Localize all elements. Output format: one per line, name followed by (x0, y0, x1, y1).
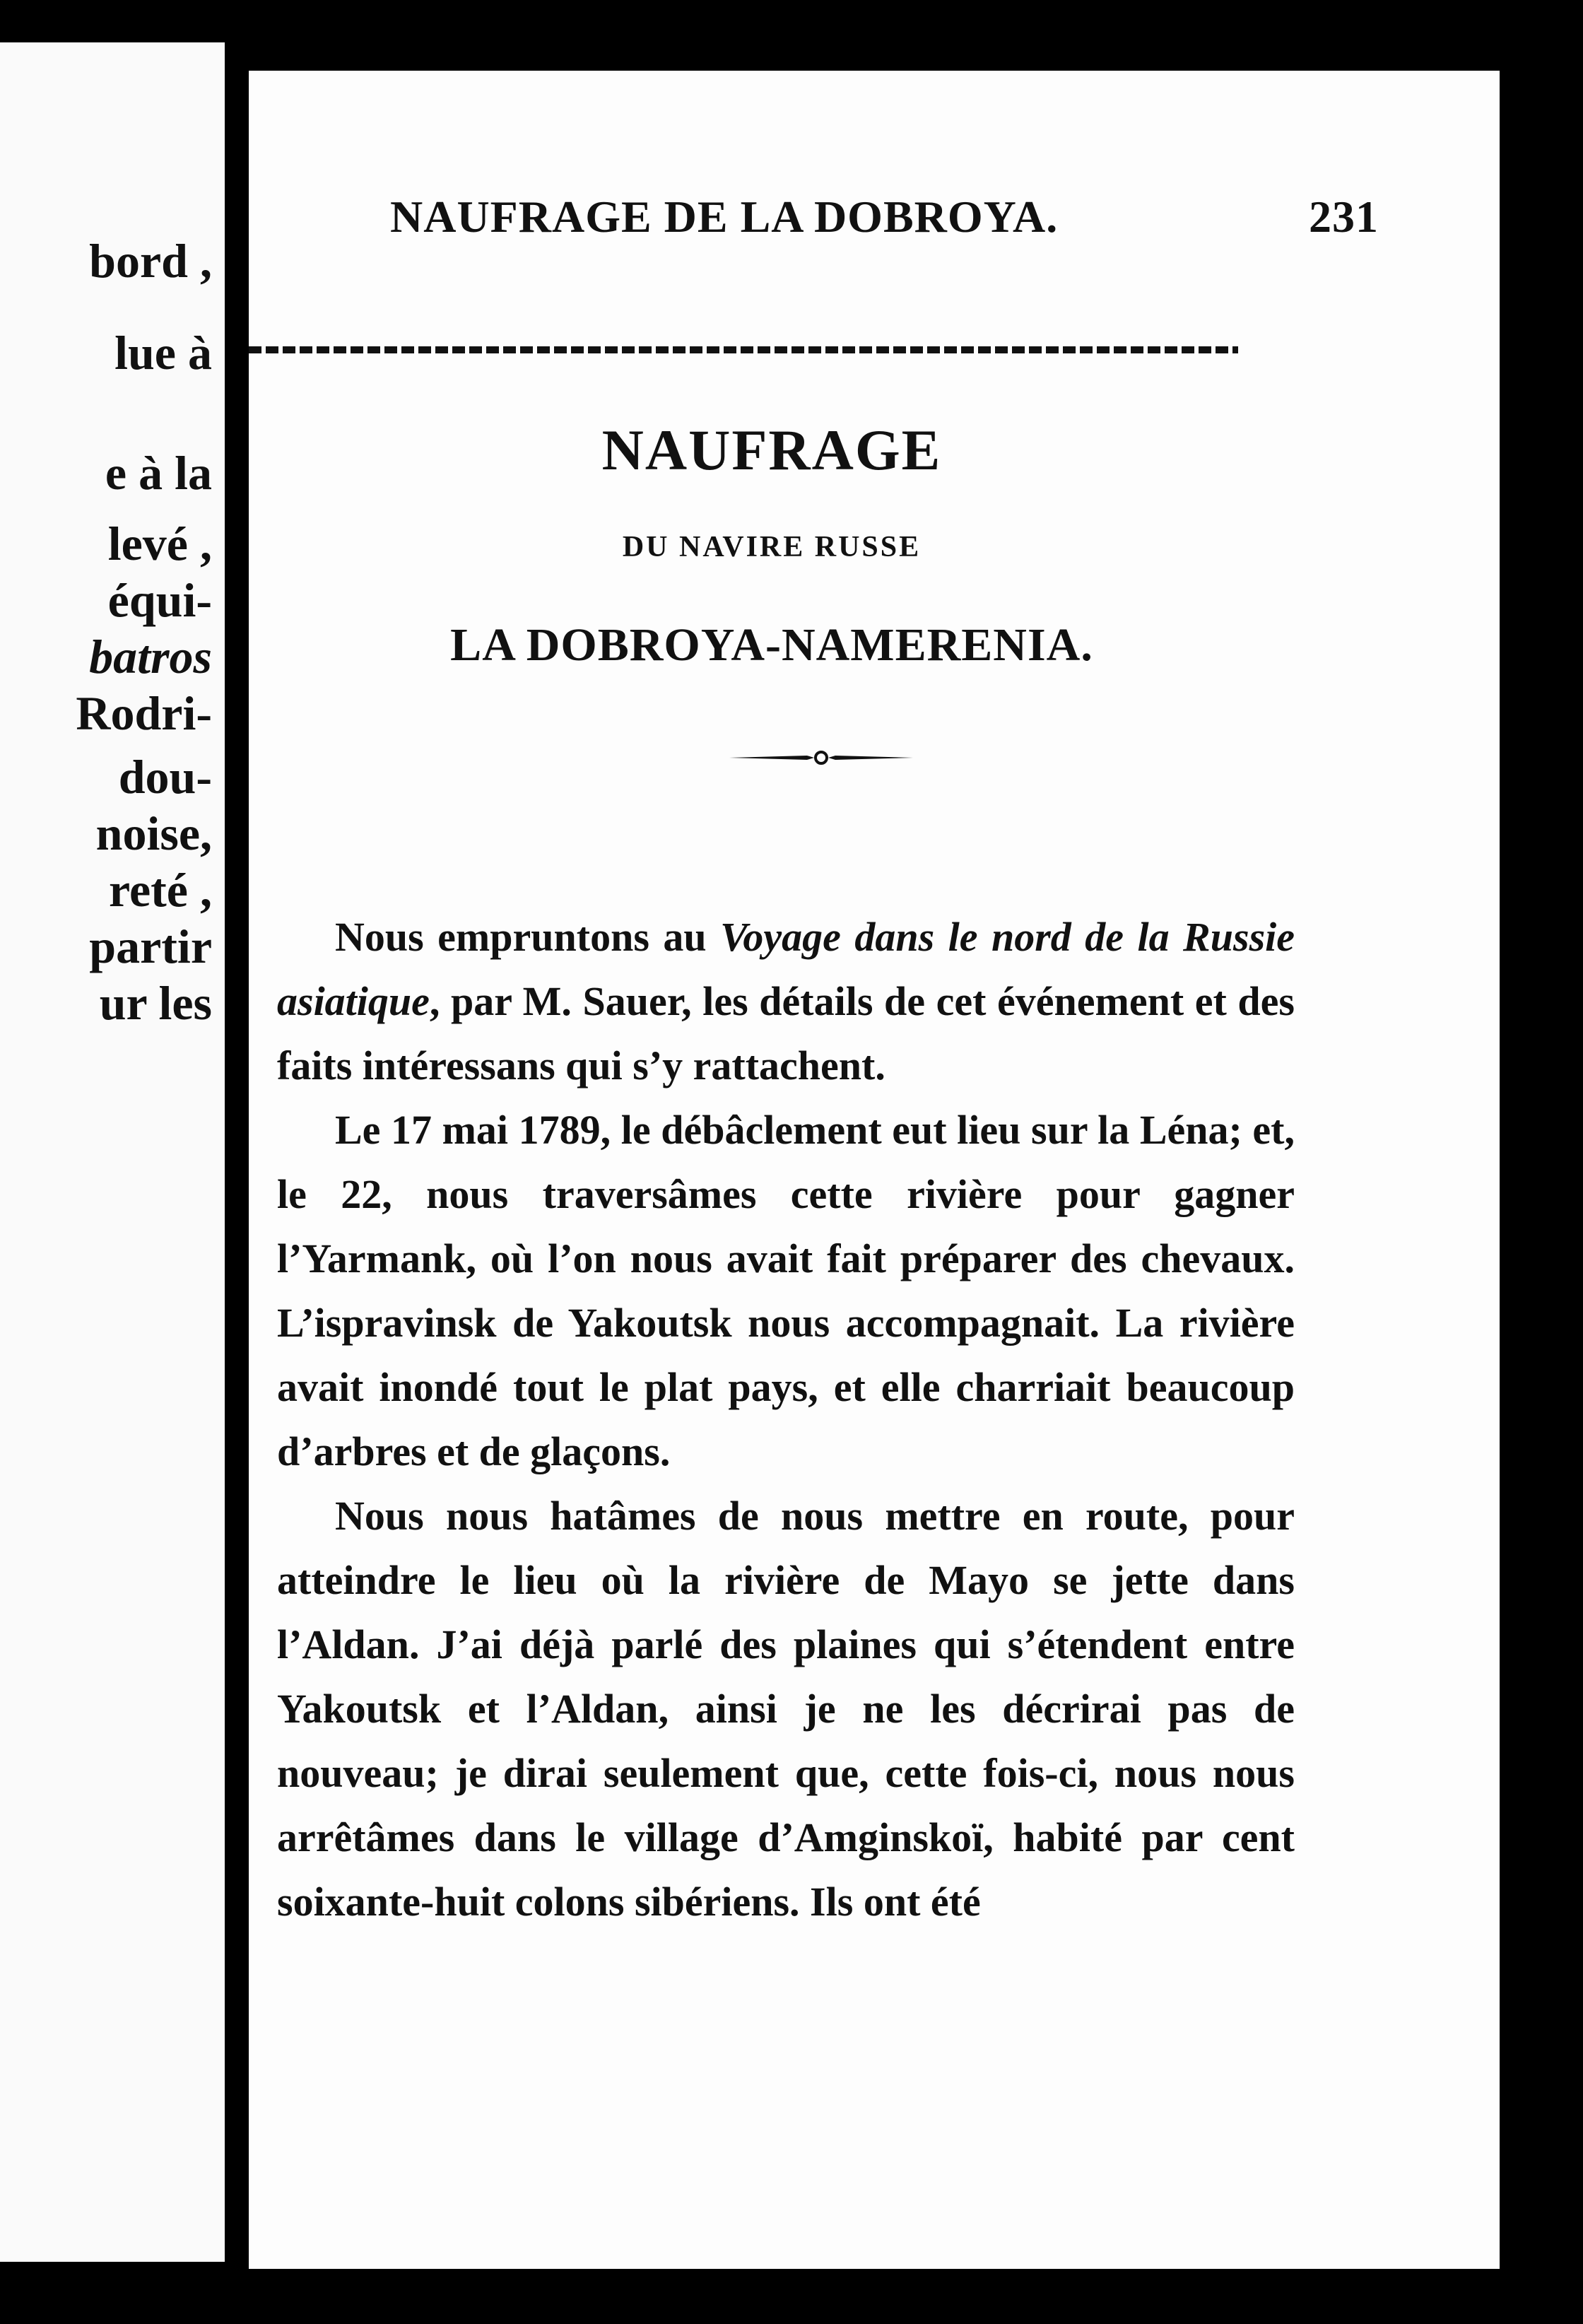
chapter-ship-name: LA DOBROYA-NAMERENIA. (450, 619, 1093, 671)
left-page-line: levé , (107, 517, 212, 570)
decorative-rule (249, 346, 1238, 353)
running-header (390, 191, 1493, 243)
book-page (249, 71, 1500, 2269)
left-page-line: e à la (105, 446, 212, 500)
left-page-line: lue à (114, 326, 212, 380)
left-page-line: bord , (89, 234, 212, 288)
paragraph: Nous nous hatâmes de nous mettre en route, pour atteindre le lieu où la rivière de Mayo se jette dans l’Aldan. J’ai déjà parlé des plaines qui s’étendent entre Yakoutsk et l’Aldan, ainsi je ne les décrirai pas de nouveau; je dirai seulement que, cette fois-ci, nous nous arrêtâmes dans le village d’Amginskoï, habité par cent soixante-huit colons sibériens. Ils ont été (277, 1493, 1295, 1925)
left-page-line: Rodri- (76, 686, 212, 740)
page-number: 231 (1309, 192, 1379, 242)
left-page-line: partir (89, 920, 212, 973)
body-text (277, 905, 1295, 1934)
book-title-italic: Voyage dans le nord de la Russie asiatique (277, 914, 1295, 1024)
left-page-line: équi- (107, 573, 212, 627)
left-page-line: reté , (109, 863, 212, 917)
left-facing-page (0, 42, 225, 2262)
running-title: NAUFRAGE DE LA DOBROYA. (390, 192, 1059, 242)
paragraph: Nous empruntons au Voyage dans le nord de la Russie asiatique, par M. Sauer, les détails de cet événement et des faits intéressans qui s’y rattachent. (277, 914, 1295, 1088)
left-page-line: noise, (95, 806, 212, 860)
left-page-line: ur les (99, 976, 212, 1030)
chapter-subtitle: DU NAVIRE RUSSE (622, 531, 922, 563)
paragraph: Le 17 mai 1789, le débâclement eut lieu sur la Léna; et, le 22, nous traversâmes cette rivière pour gagner l’Yarmank, où l’on nous avait fait préparer des chevaux. L’ispravinsk de Yakoutsk nous accompagnait. La rivière avait inondé tout le plat pays, et elle charriait beaucoup d’arbres et de glaçons. (277, 1107, 1295, 1474)
left-page-line: dou- (118, 750, 212, 804)
title-ornament-icon (729, 749, 913, 766)
chapter-title: NAUFRAGE (601, 418, 942, 482)
left-page-line: batros (89, 630, 212, 683)
